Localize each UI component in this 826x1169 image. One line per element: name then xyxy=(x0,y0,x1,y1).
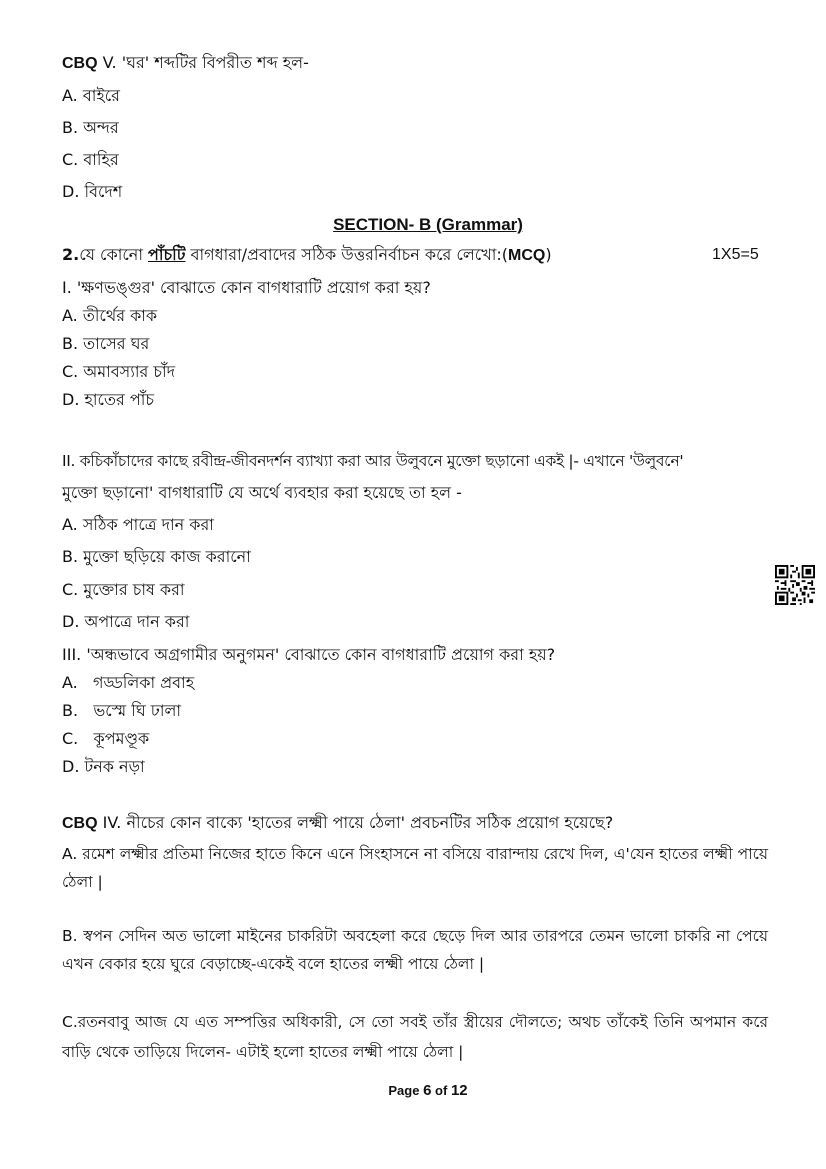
cbq-tag: CBQ xyxy=(62,815,98,832)
question-text: নীচের কোন বাক্যে 'হাতের লক্ষ্মী পায়ে ঠেলা' প্রবচনটির সঠিক প্রয়োগ হয়েছে? xyxy=(126,813,614,832)
option-b: B. মুক্তো ছড়িয়ে কাজ করানো xyxy=(62,547,251,566)
question-number: V. xyxy=(102,53,117,72)
option-d: D. অপাত্রে দান করা xyxy=(62,612,190,631)
option-b: B. অন্দর xyxy=(62,118,119,137)
instruction-post: বাগধারা/প্রবাদের সঠিক উত্তরনির্বাচন করে লেখো:( xyxy=(185,245,509,264)
option-a: A. রমেশ লক্ষ্মীর প্রতিমা নিজের হাতে কিনে এনে সিংহাসনে না বসিয়ে বারান্দায় রেখে দিল, এ'যেন হাতের লক্ষ্মী পায়ে ঠেলা | xyxy=(62,845,768,891)
option-c: C. কূপমণ্ডূক xyxy=(62,729,150,748)
qr-code xyxy=(774,565,816,605)
option-a: A. সঠিক পাত্রে দান করা xyxy=(62,515,214,534)
question-ii-line1: II. কচিকাঁচাদের কাছে রবীন্দ্র-জীবনদর্শন ব্যাখ্যা করা আর উলুবনে মুক্তো ছড়ানো একই |- এখানে 'উলুবনে' xyxy=(62,452,684,470)
instruction-pre: যে কোনো xyxy=(79,245,149,264)
instruction-highlight: পাঁচটি xyxy=(148,245,186,264)
instruction-close: ) xyxy=(545,245,552,264)
option-b: B. তাসের ঘর xyxy=(62,334,150,353)
mcq-label: MCQ xyxy=(508,247,546,264)
page-footer xyxy=(0,1082,826,1099)
question-iii: III. 'অন্ধভাবে অগ্রগামীর অনুগমন' বোঝাতে কোন বাগধারাটি প্রয়োগ করা হয়? xyxy=(62,645,556,664)
question-number: 2. xyxy=(62,245,80,264)
option-d: D. বিদেশ xyxy=(62,182,123,201)
question-ii-line2: মুক্তো ছড়ানো' বাগধারাটি যে অর্থে ব্যবহার করা হয়েছে তা হল - xyxy=(62,483,462,502)
page-number: 6 xyxy=(423,1082,432,1099)
option-d: D. টনক নড়া xyxy=(62,757,145,776)
cbq-tag: CBQ xyxy=(62,55,98,72)
of-label: of xyxy=(435,1083,448,1098)
page-total: 12 xyxy=(450,1082,468,1099)
question-2-heading xyxy=(62,244,552,267)
question-text: 'ঘর' শব্দটির বিপরীত শব্দ হল- xyxy=(121,53,309,72)
question-v xyxy=(62,52,309,75)
question-number: IV. xyxy=(102,813,122,832)
option-a: A. তীর্থের কাক xyxy=(62,306,158,325)
question-iv xyxy=(62,812,613,835)
option-c: C.রতনবাবু আজ যে এত সম্পত্তির অধিকারী, সে তো সবই তাঁর স্ত্রীয়ের দৌলতে; অথচ তাঁকেই তিনি অপমান করে বাড়ি থেকে তাড়িয়ে দিলেন- এটাই হলো হাতের লক্ষ্মী পায়ে ঠেলা | xyxy=(62,1013,768,1061)
option-a: A. গড্ডলিকা প্রবাহ xyxy=(62,673,195,692)
option-b: B. ভস্মে ঘি ঢালা xyxy=(62,701,182,720)
option-c: C. মুক্তোর চাষ করা xyxy=(62,580,185,599)
option-a: A. বাইরে xyxy=(62,86,120,105)
option-d: D. হাতের পাঁচ xyxy=(62,390,154,409)
page-label: Page xyxy=(388,1083,420,1098)
section-title: SECTION- B (Grammar) xyxy=(333,215,523,234)
option-b: B. স্বপন সেদিন অত ভালো মাইনের চাকরিটা অবহেলা করে ছেড়ে দিল আর তারপরে তেমন ভালো চাকরি না পেয়ে এখন বেকার হয়ে ঘুরে বেড়াচ্ছে-একেই বলে হাতের লক্ষ্মী পায়ে ঠেলা | xyxy=(62,927,768,973)
question-i: I. 'ক্ষণভঙ্গুর' বোঝাতে কোন বাগধারাটি প্রয়োগ করা হয়? xyxy=(62,278,431,297)
option-c: C. বাহির xyxy=(62,150,119,169)
marks: 1X5=5 xyxy=(712,246,759,263)
option-c: C. অমাবস্যার চাঁদ xyxy=(62,362,176,381)
